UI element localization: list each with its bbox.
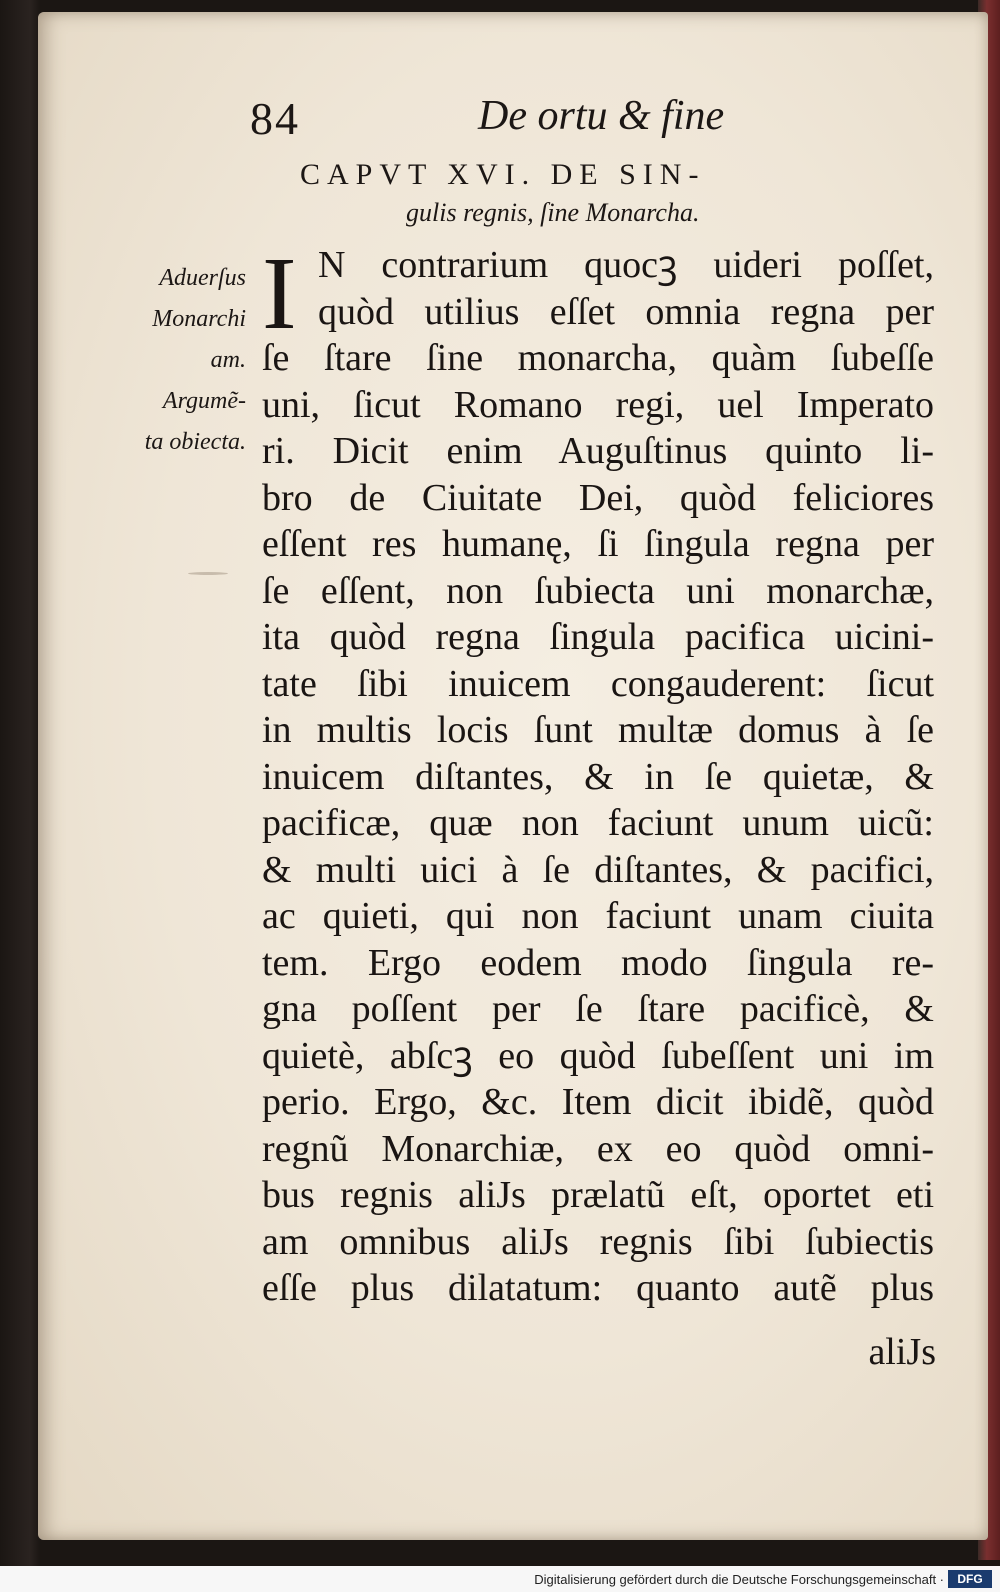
text-line: quietè, abſcꝫ eo quòd ſubeſſent uni im <box>262 1034 934 1077</box>
text-line: tem. Ergo eodem modo ſingula re- <box>262 941 934 984</box>
footer-credit: Digitalisierung gefördert durch die Deutsche Forschungsgemeinschaft · <box>534 1572 944 1587</box>
text-line: inuicem diſtantes, & in ſe quietæ, & <box>262 755 934 798</box>
text-line: tate ſibi inuicem congauderent: ſicut <box>262 662 934 705</box>
text-line: bus regnis aliJs prælatũ eſt, oportet eti <box>262 1174 934 1216</box>
text-line: uni, ſicut Romano regi, uel Imperato <box>262 383 934 426</box>
text-line: gna poſſent per ſe ſtare pacificè, & <box>262 988 934 1030</box>
margin-note-line: ta obiecta. <box>144 429 246 455</box>
text-line: ita quòd regna ſingula pacifica uicini- <box>262 616 934 658</box>
text-line: regnũ Monarchiæ, ex eo quòd omni- <box>262 1127 934 1170</box>
text-line: ſe eſſent, non ſubiecta uni monarchæ, <box>262 569 934 612</box>
text-line: perio. Ergo, &c. Item dicit ibidẽ, quòd <box>262 1081 934 1123</box>
text-line: ac quieti, qui non faciunt unam ciuita <box>262 895 934 937</box>
page-header <box>250 92 950 162</box>
text-line: am omnibus aliJs regnis ſibi ſubiectis <box>262 1220 934 1263</box>
text-line: bro de Ciuitate Dei, quòd feliciores <box>262 476 934 519</box>
text-line: & multi uici à ſe diſtantes, & pacifici, <box>262 848 934 891</box>
margin-note-line: am. <box>210 347 246 373</box>
text-line: in multis locis ſunt multæ domus à ſe <box>262 709 934 751</box>
text-line: quòd utilius eſſet omnia regna per <box>318 290 934 333</box>
text-line: ſe ſtare ſine monarcha, quàm ſubeſſe <box>262 337 934 379</box>
catchword: aliJs <box>868 1331 936 1373</box>
page-number: 84 <box>250 93 300 144</box>
text-line: N contrarium quocꝫ uideri poſſet, <box>318 244 934 286</box>
footer-bar <box>0 1566 1000 1592</box>
drop-initial: I <box>262 236 297 351</box>
chapter-subtitle: gulis regnis, ſine Monarcha. <box>406 198 700 227</box>
body-text <box>262 236 934 1312</box>
margin-note <box>98 258 246 463</box>
margin-note-line: Monarchi <box>152 306 246 332</box>
text-line: pacificæ, quæ non faciunt unum uicũ: <box>262 802 934 844</box>
paper-stain <box>188 572 228 575</box>
chapter-heading: CAPVT XVI. DE SIN- <box>300 158 706 191</box>
dfg-logo-icon: DFG <box>948 1570 992 1588</box>
margin-note-line: Argumẽ- <box>162 388 246 414</box>
running-title: De ortu & fine <box>478 93 725 139</box>
margin-note-line: Aduerſus <box>159 265 246 291</box>
text-line: eſſe plus dilatatum: quanto autẽ plus <box>262 1267 934 1309</box>
text-line: eſſent res humanę, ſi ſingula regna per <box>262 523 934 565</box>
text-line: ri. Dicit enim Auguſtinus quinto li- <box>262 430 934 472</box>
